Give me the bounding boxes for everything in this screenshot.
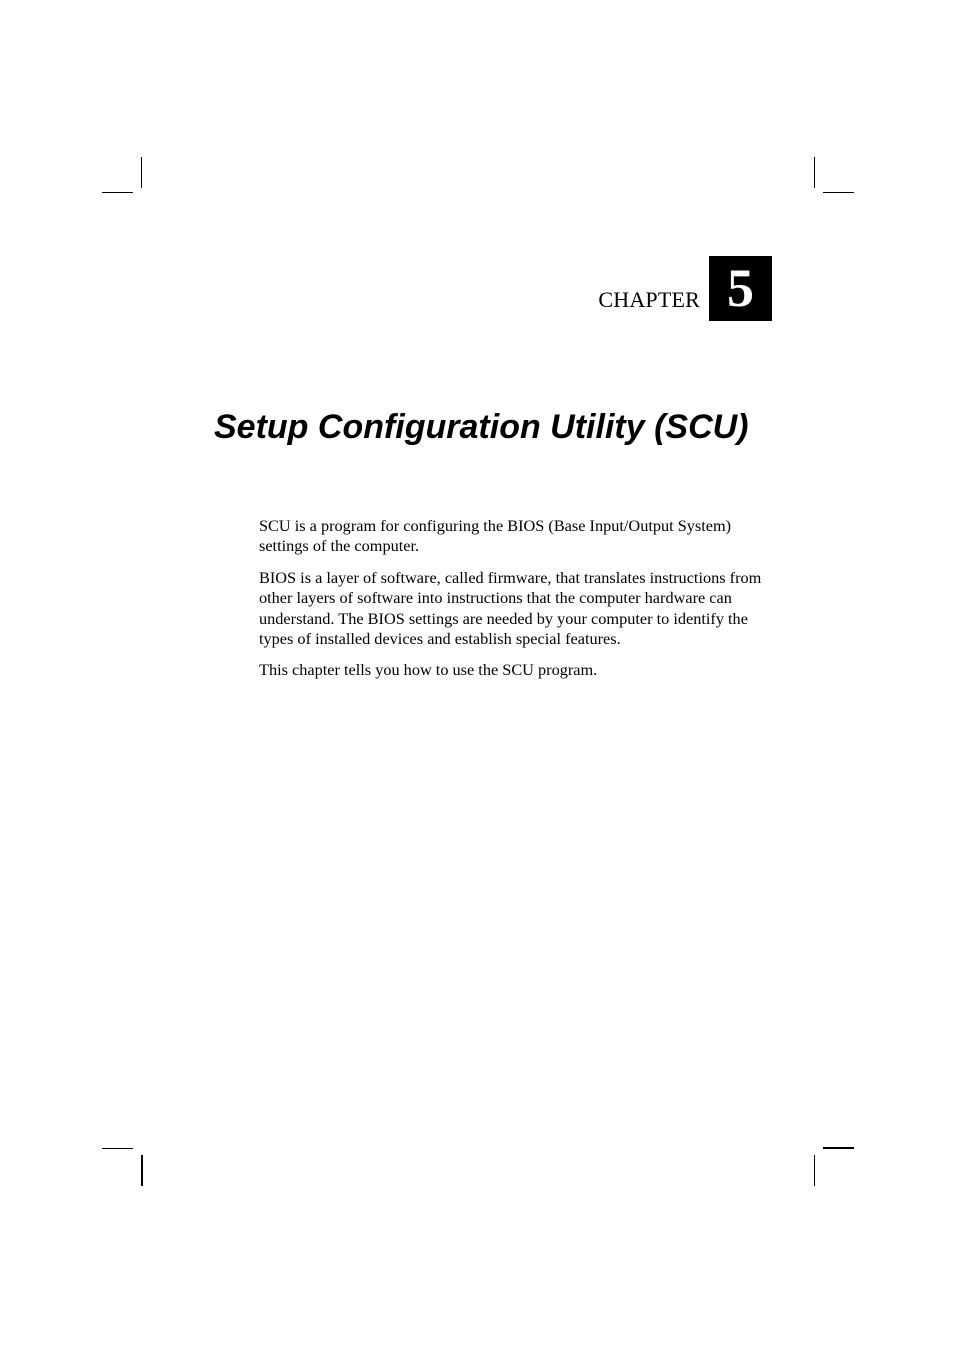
chapter-label: CHAPTER xyxy=(598,287,700,312)
paragraph: This chapter tells you how to use the SCU program. xyxy=(259,660,598,680)
paragraph: SCU is a program for configuring the BIOS (Base Input/Output System) settings of the computer. xyxy=(259,516,732,556)
crop-mark-bottom-right-horizontal xyxy=(823,1147,854,1149)
page-title: Setup Configuration Utility (SCU) xyxy=(214,408,749,446)
crop-mark-top-right-horizontal xyxy=(823,192,854,193)
chapter-intro xyxy=(259,516,779,692)
crop-mark-top-right-vertical xyxy=(814,157,815,188)
crop-mark-bottom-right-vertical xyxy=(814,1155,815,1186)
crop-mark-top-left-vertical xyxy=(141,157,142,188)
crop-mark-bottom-left-horizontal xyxy=(102,1148,133,1149)
crop-mark-bottom-left-vertical xyxy=(141,1155,143,1186)
crop-mark-top-left-horizontal xyxy=(102,192,133,193)
chapter-number: 5 xyxy=(727,258,754,318)
paragraph: BIOS is a layer of software, called firmware, that translates instructions from other layers of software into instructions that the computer hardware can understand. The BIOS settings are needed by your computer to identify the types of installed devices and establish special features. xyxy=(259,567,762,649)
chapter-number-box xyxy=(709,256,772,321)
